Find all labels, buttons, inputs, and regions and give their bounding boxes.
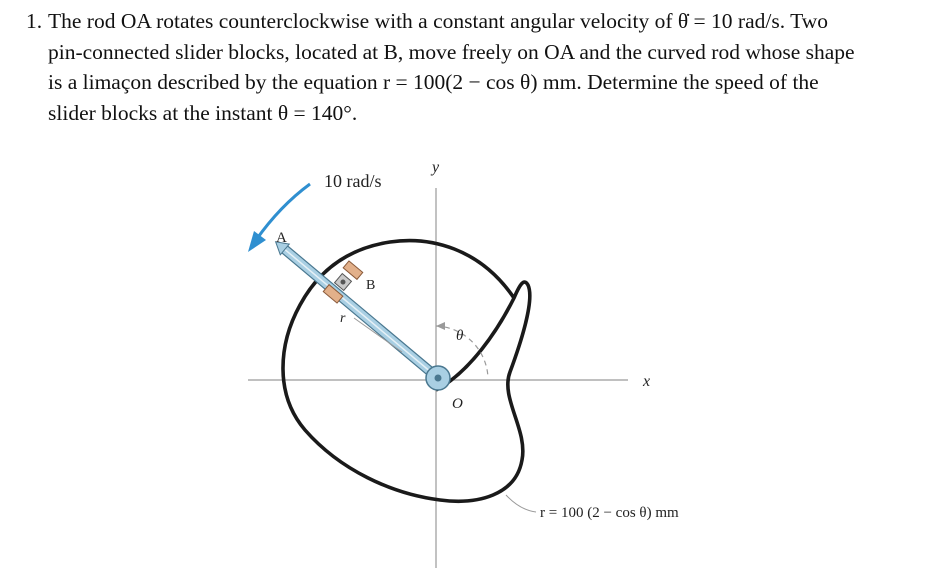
problem-line-4: slider blocks at the instant θ = 140°. <box>48 100 358 125</box>
problem-number: 1. <box>26 9 43 33</box>
equation-label: r = 100 (2 − cos θ) mm <box>540 505 679 521</box>
x-axis-label: x <box>643 373 651 390</box>
r-label: r <box>340 311 346 326</box>
problem-line-2: pin-connected slider blocks, located at B, move freely on OA and the curved rod whose shape <box>48 39 855 64</box>
angular-velocity-label: 10 rad/s <box>324 171 382 191</box>
theta-label: θ <box>456 328 464 344</box>
point-b-label: B <box>366 278 376 293</box>
point-o-label: O <box>452 396 463 412</box>
angular-velocity-arrowhead <box>248 231 266 252</box>
y-axis-label: y <box>432 159 440 176</box>
theta-arc-arrowhead <box>436 322 445 330</box>
equation-leader <box>506 495 536 512</box>
pivot-o-pin <box>435 375 442 382</box>
point-a-label: A <box>276 230 287 246</box>
problem-line-1: 1. The rod OA rotates counterclockwise with a constant angular velocity of θ̇ = 10 rad/s. Two <box>26 6 926 37</box>
problem-line-3: is a limaçon described by the equation r = 100(2 − cos θ) mm. Determine the speed of the <box>48 70 819 94</box>
